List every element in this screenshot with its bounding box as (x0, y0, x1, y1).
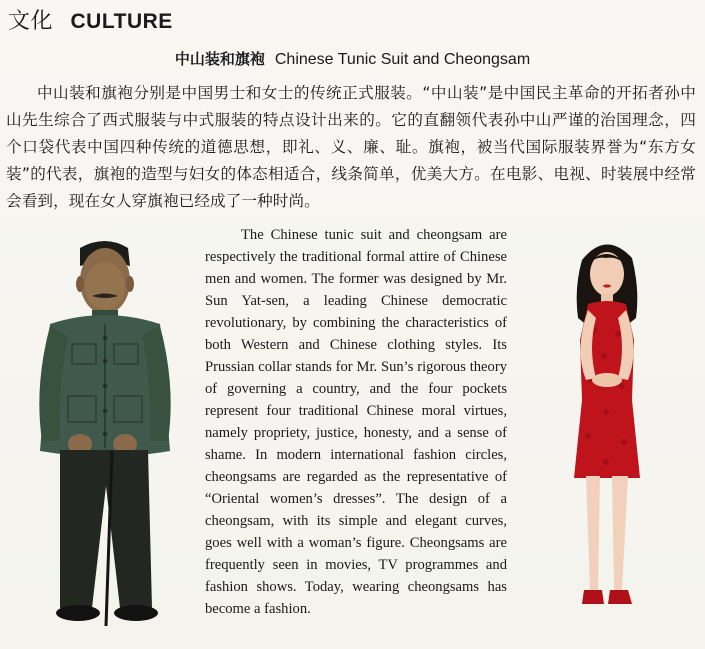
section-label-cn: 文化 (8, 9, 54, 34)
section-header (8, 4, 173, 35)
article-title (0, 48, 705, 69)
man-tunic-suit-image (20, 236, 190, 631)
article-title-en: Chinese Tunic Suit and Cheongsam (274, 51, 531, 68)
chinese-paragraph: 中山装和旗袍分别是中国男士和女士的传统正式服装。“中山装”是中国民主革命的开拓者孙中山先生综合了西式服装与中式服装的特点设计出来的。它的直翻领代表孙中山严谨的治国理念，四个口袋代表中国四种传统的道德思想，即礼、义、廉、耻。旗袍，被当代国际服装界誉为“东方女装”的代表，旗袍的造型与妇女的体态相适合，线条简单，优美大方。在电影、电视、时装展中经常会看到，现在女人穿旗袍已经成了一种时尚。 (6, 84, 696, 210)
article-title-cn: 中山装和旗袍 (174, 50, 265, 68)
english-paragraph: The Chinese tunic suit and cheongsam are respectively the traditional formal attire of Chinese men and women. The former was designed by Mr. Sun Yat-sen, a leading Chinese democratic revolutionary, by combining the characteristics of both Western and Chinese clothing styles. Its Prussian collar stands for Mr. Sun’s rigorous theory of governing a country, and the four pockets represent four traditional Chinese moral virtues, namely propriety, justice, honesty, and a sense of shame. In modern international fashion circles, cheongsams are regarded as the representative of “Oriental women’s dresses”. The design of a cheongsam, with its simple and elegant curves, goes well with a woman’s figure. Cheongsams are frequently seen in movies, TV programmes and fashion shows. Today, wearing cheongsams has become a fashion. (205, 227, 507, 617)
woman-cheongsam-image (548, 230, 668, 625)
section-label-en: CULTURE (70, 10, 173, 33)
